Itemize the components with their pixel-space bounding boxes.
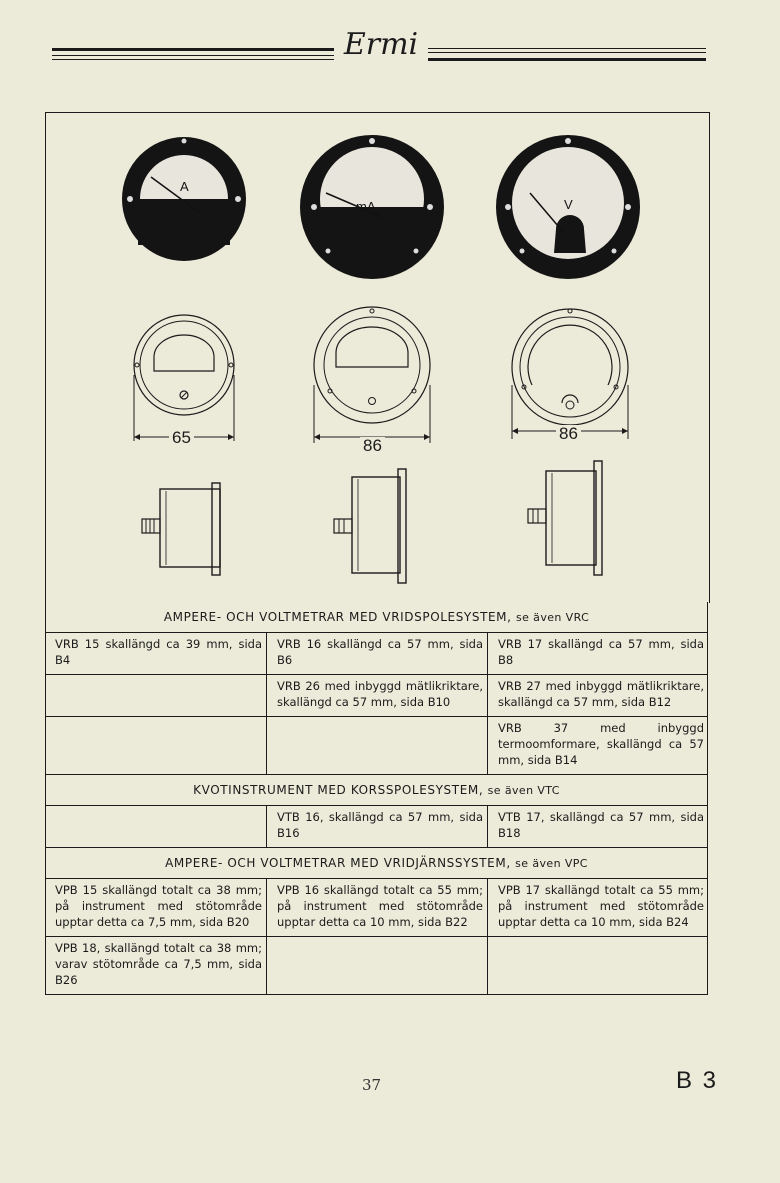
dimension-label-65: 65 (169, 429, 194, 446)
milliammeter-front-icon (298, 133, 448, 283)
table-cell (45, 675, 266, 716)
section-title: AMPERE- OCH VOLTMETRAR MED VRIDJÄRNSSYSTEM, se även VPC (45, 848, 708, 879)
table-cell: VRB 15 skallängd ca 39 mm, sida B4 (55, 637, 262, 667)
header-rule-left (52, 48, 334, 51)
section-title: AMPERE- OCH VOLTMETRAR MED VRIDSPOLESYSTEM, se även VRC (45, 602, 708, 633)
page-number: 37 (362, 1076, 382, 1094)
table-cell: VPB 15 skallängd totalt ca 38 mm; på instrument med stötområde upptar detta ca 7,5 mm, sida B20 (55, 883, 262, 929)
milliammeter-unit: mA (356, 199, 376, 214)
table-row (45, 717, 708, 775)
section-title: KVOTINSTRUMENT MED KORSSPOLESYSTEM, se även VTC (45, 775, 708, 806)
header-rule-right-thin2 (428, 52, 706, 53)
table-cell: VPB 17 skallängd totalt ca 55 mm; på instrument med stötområde upptar detta ca 10 mm, sida B24 (487, 879, 708, 936)
table-cell: VRB 37 med inbyggd termoomformare, skallängd ca 57 mm, sida B14 (487, 717, 708, 774)
product-table (45, 602, 708, 995)
table-row (45, 937, 708, 995)
ammeter-front-icon (118, 135, 252, 265)
table-row (45, 879, 708, 937)
table-cell: VPB 16 skallängd totalt ca 55 mm; på instrument med stötområde upptar detta ca 10 mm, sida B22 (266, 879, 487, 936)
dimension-label-86-b: 86 (556, 425, 581, 442)
table-cell: VRB 17 skallängd ca 57 mm, sida B8 (487, 633, 708, 674)
table-row (45, 675, 708, 717)
table-cell: VPB 18, skallängd totalt ca 38 mm; varav stötområde ca 7,5 mm, sida B26 (55, 941, 262, 987)
table-cell: VTB 16, skallängd ca 57 mm, sida B16 (266, 806, 487, 847)
table-cell (266, 717, 487, 774)
table-cell (487, 937, 708, 994)
ermi-logo: Ermi (343, 27, 419, 62)
table-cell: VRB 26 med inbyggd mätlikriktare, skallängd ca 57 mm, sida B10 (266, 675, 487, 716)
table-cell: VTB 17, skallängd ca 57 mm, sida B18 (487, 806, 708, 847)
side-view-1-icon (136, 479, 236, 579)
table-cell: VRB 16 skallängd ca 57 mm, sida B6 (266, 633, 487, 674)
table-row (45, 806, 708, 848)
page-code: B 3 (676, 1067, 719, 1094)
voltmeter-unit: V (564, 197, 573, 212)
header-rule-left-thin (52, 55, 334, 56)
dimension-label-86-a: 86 (360, 437, 385, 454)
illustration-panel (45, 112, 710, 603)
side-view-3-icon (522, 459, 622, 579)
header-rule-right-thin (428, 48, 706, 49)
side-view-2-icon (328, 467, 428, 587)
header-rule-left-thin2 (52, 59, 334, 60)
table-cell: VRB 27 med inbyggd mätlikriktare, skallängd ca 57 mm, sida B12 (487, 675, 708, 716)
table-cell (45, 806, 266, 847)
table-cell (45, 717, 266, 774)
table-row (45, 633, 708, 675)
header-rule-right (428, 58, 706, 61)
table-cell (266, 937, 487, 994)
voltmeter-front-icon (494, 133, 644, 283)
ammeter-unit: A (180, 179, 189, 194)
front-drawing-86-a-icon (312, 305, 436, 455)
